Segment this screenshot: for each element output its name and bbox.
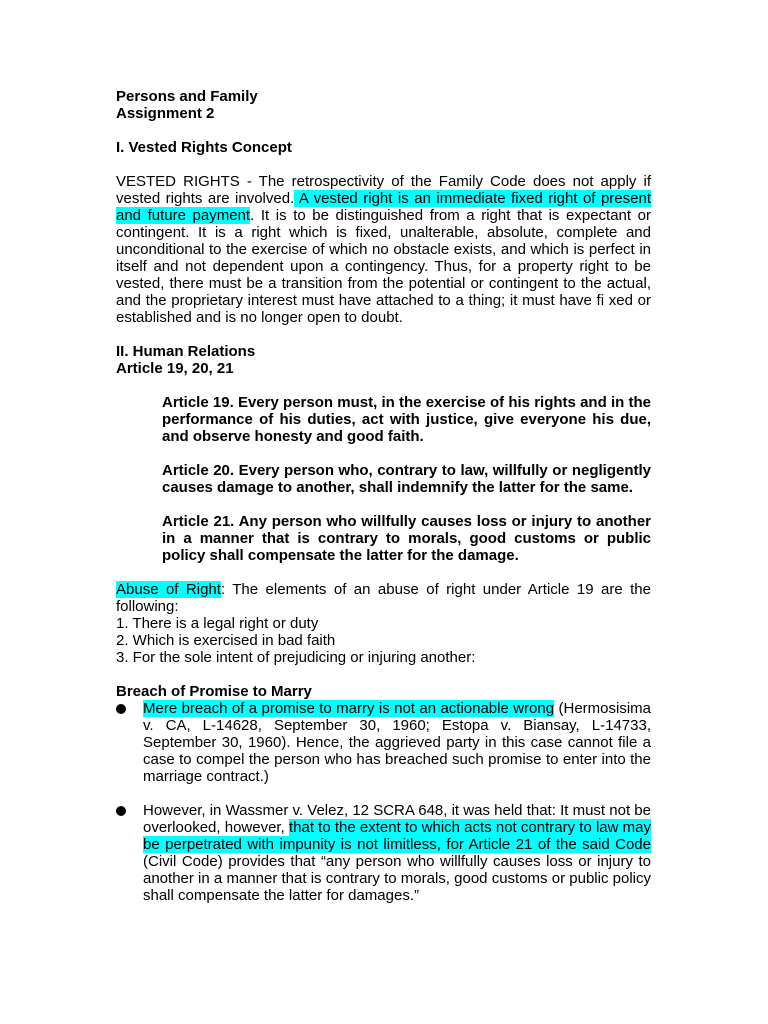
bullet-dot-icon [116,704,126,714]
article-20-text: Article 20. Every person who, contrary to law, willfully or negligently causes damage to another, shall indemnify the latter for the same. [162,462,651,496]
bullet-item [116,802,651,904]
section-subheading-articles: Article 19, 20, 21 [116,360,234,377]
article-21-text: Article 21. Any person who willfully causes loss or injury to another in a manner that is contrary to morals, good customs or public policy shall compensate the latter for the damage. [162,513,651,564]
section-heading-human-relations: II. Human Relations [116,343,256,360]
section-heading-breach: Breach of Promise to Marry [116,683,312,700]
bullet-dot-icon [116,806,126,816]
list-item: 3. For the sole intent of prejudicing or injuring another: [116,649,476,666]
vested-rights-rest: . It is to be distinguished from a right that is expectant or contingent. It is a right which is fixed, unalterable, absolute, complete and unconditional to the exercise of which no obstacle exists, and which is perfect in itself and not dependent upon a contingency. Thus, for a property right to be vested, there must be a transition from the potential or contingent to the actual, and the proprietary interest must have attached to a thing; it must have fi xed or established and is no longer open to doubt. [116,207,651,326]
list-item: 2. Which is exercised in bad faith [116,632,336,649]
assignment-title: Assignment 2 [116,105,215,122]
article-19-text: Article 19. Every person must, in the exercise of his rights and in the performance of his duties, act with justice, give everyone his due, and observe honesty and good faith. [162,394,651,445]
abuse-of-right-term: Abuse of Right [116,581,221,598]
bullet1-rest: (Hermosisima v. CA, L-14628, September 30, 1960; Estopa v. Biansay, L-14733, September 30, 1960). Hence, the aggrieved party in this case cannot file a case to compel the person who has breached such promise to enter into the marriage contract.) [143,700,651,785]
vested-rights-lead: VESTED RIGHTS - The retrospectivity of the Family Code does not apply if vested rights are involved. [116,173,651,207]
bullet-item [116,700,651,785]
vested-rights-highlight: A vested right is an immediate fixed right of present and future payment [116,190,651,224]
bullet2-highlight: that to the extent to which acts not contrary to law may be perpetrated with impunity is not limitless, for Article 21 of the said Code [143,819,651,853]
bullet2-rest: (Civil Code) provides that “any person who willfully causes loss or injury to another in a manner that is contrary to morals, good customs or public policy shall compensate the latter for damages.” [143,853,651,904]
vested-rights-paragraph [116,173,651,326]
abuse-of-right-intro-text: : The elements of an abuse of right under Article 19 are the following: [116,581,651,615]
course-title: Persons and Family [116,88,258,105]
bullet2-lead: However, in Wassmer v. Velez, 12 SCRA 648, it was held that: It must not be overlooked, however, [143,802,651,836]
section-heading-vested-rights: I. Vested Rights Concept [116,139,292,156]
list-item: 1. There is a legal right or duty [116,615,319,632]
bullet1-highlight: Mere breach of a promise to marry is not an actionable wrong [143,700,555,717]
abuse-of-right-intro [116,581,651,615]
